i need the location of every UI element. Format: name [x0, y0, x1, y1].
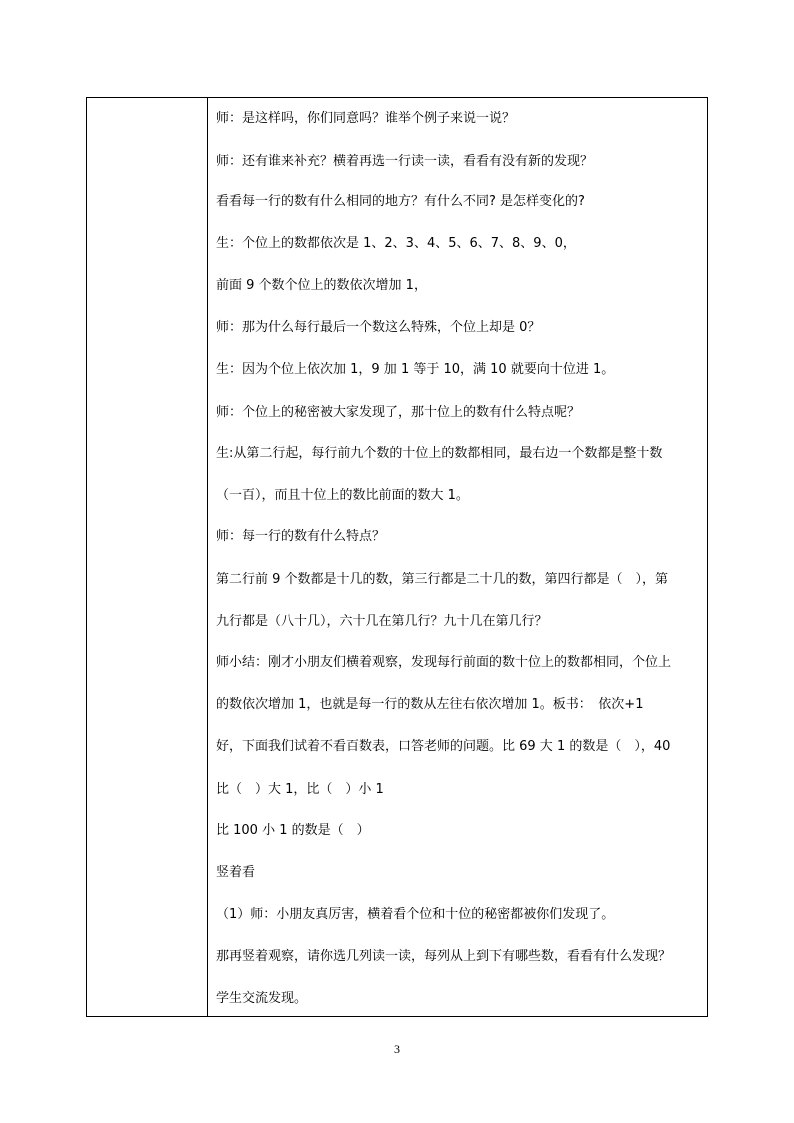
page-number: 3 [394, 1042, 400, 1056]
text-line: 师：个位上的秘密被大家发现了，那十位上的数有什么特点呢？ [216, 405, 581, 420]
text-line: 的数依次增加 1，也就是每一行的数从左往右依次增加 1。板书： 依次+1 [216, 697, 644, 712]
text-line: 比 100 小 1 的数是（ ） [216, 823, 370, 838]
text-line: 看看每一行的数有什么相同的地方？有什么不同? 是怎样变化的? [216, 194, 585, 209]
text-line: 师：那为什么每行最后一个数这么特殊，个位上却是 0？ [216, 320, 541, 335]
text-line: 师小结：刚才小朋友们横着观察，发现每行前面的数十位上的数都相同，个位上 [216, 655, 672, 670]
text-line: 好，下面我们试着不看百数表，口答老师的问题。比 69 大 1 的数是（ ），40 [216, 739, 671, 754]
text-line: 生：因为个位上依次加 1，9 加 1 等于 10，满 10 就要向十位进 1。 [216, 362, 615, 377]
text-line: 那再竖着观察，请你选几列读一读，每列从上到下有哪些数，看看有什么发现？ [216, 949, 672, 964]
text-line: 学生交流发现。 [216, 991, 308, 1006]
text-line: 生：个位上的数都依次是 1、2、3、4、5、6、7、8、9、0， [216, 236, 576, 251]
text-line: 师：是这样吗，你们同意吗？谁举个例子来说一说？ [216, 111, 516, 126]
text-line: 生:从第二行起，每行前九个数的十位上的数都相同，最右边一个数都是整十数 [216, 446, 663, 461]
text-line: 第二行前 9 个数都是十几的数，第三行都是二十几的数，第四行都是（ ），第 [216, 572, 669, 587]
table-left-cell [87, 98, 208, 1016]
text-line: 师：还有谁来补充？横着再选一行读一读，看看有没有新的发现？ [216, 154, 594, 169]
text-line: （一百），而且十位上的数比前面的数大 1。 [216, 488, 469, 503]
text-line: 九行都是（八十几），六十几在第几行？九十几在第几行？ [216, 614, 548, 629]
text-line: 师：每一行的数有什么特点？ [216, 529, 386, 544]
text-line: 竖着看 [216, 865, 256, 880]
text-line: （1）师：小朋友真厉害，横着看个位和十位的秘密都被你们发现了。 [216, 907, 615, 922]
text-line: 前面 9 个数个位上的数依次增加 1， [216, 278, 427, 293]
table-right-cell [208, 98, 707, 1016]
lesson-table [86, 97, 708, 1017]
text-line: 比（ ）大 1，比（ ）小 1 [216, 782, 384, 797]
